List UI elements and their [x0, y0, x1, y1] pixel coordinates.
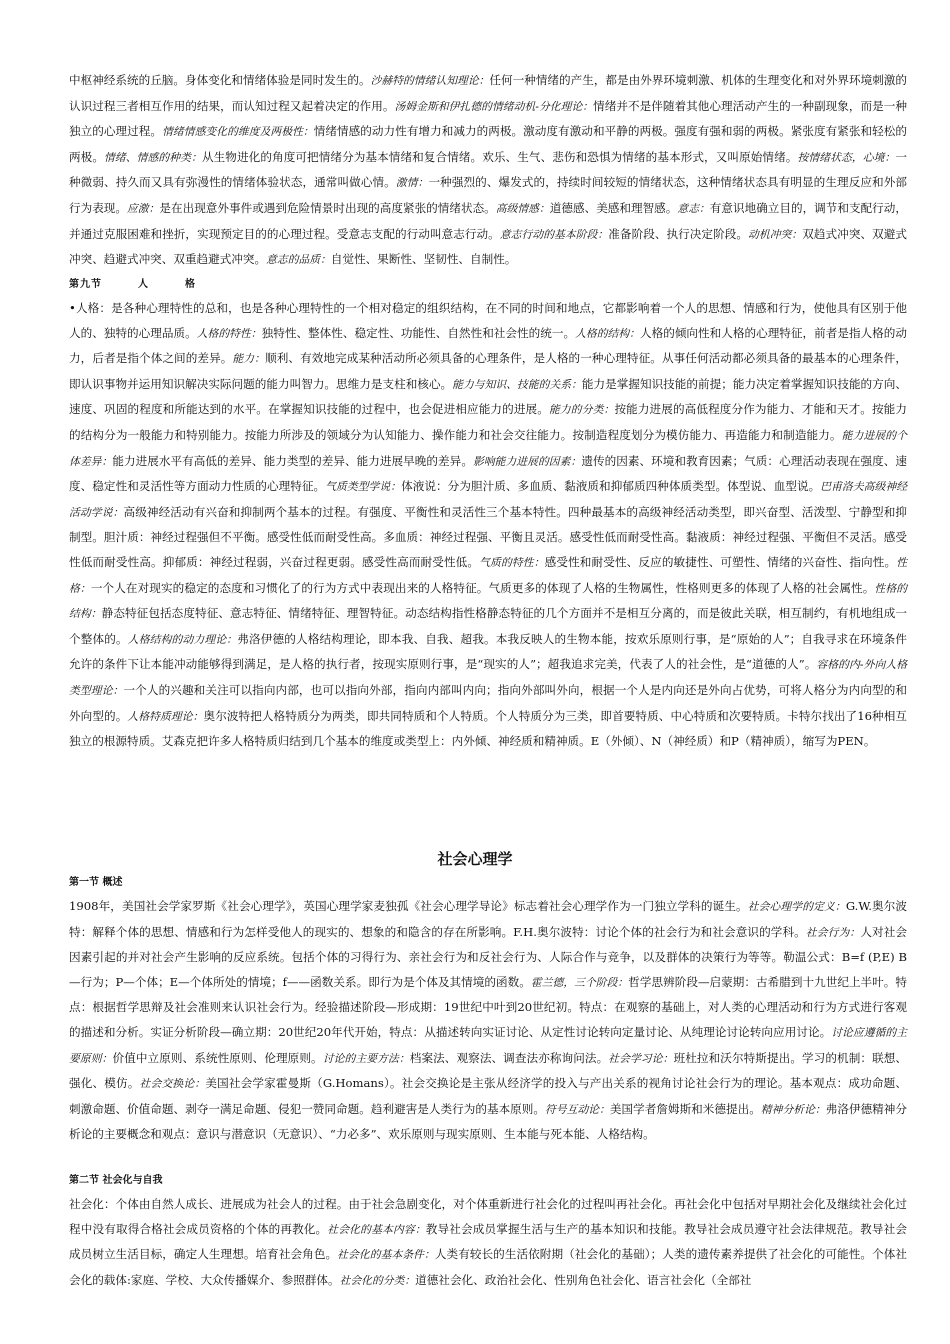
text-run: 按能力进展的高低程度分作为能力、才能和天才。按能力的结构分为一般能力和特别能力。按能力所涉及的领域分为认知能力、操作能力和社会交往能力。按制造程度划分为模仿能力、再造能力和制造能力。 [69, 402, 907, 442]
text-run: 双趋式冲突、双避式冲突、趋避式冲突、双重趋避式冲突。 [69, 226, 907, 267]
key-term: 人格结构的动力理论： [127, 632, 238, 646]
text-run: 高级神经活动有兴奋和抑制两个基本的过程。有强度、平衡性和灵活性三个基本特性。四种最基本的高级神经活动类型，即兴奋型、活泼型、宁静型和抑制型。胆汁质：神经过程强但不平衡。感受性低而耐受性高。多血质：神经过程强、平衡且灵活。感受性低而耐受性高。黏液质：神经过程强、平衡但不灵活。感受性低而耐受性高。抑郁质：神经过程弱，兴奋过程更弱。感受性高而耐受性低。 [69, 504, 907, 569]
text-run: 教导社会成员掌握生活与生产的基本知识和技能。教导社会成员遵守社会法律规范。教导社会成员树立生活目标，确定人生理想。培育社会角色。 [69, 1221, 907, 1262]
text-run: 人格的倾向性和人格的心理特征，前者是指人格的动力，后者是指个体之间的差异。 [69, 325, 908, 366]
key-term: 能力： [232, 352, 266, 366]
text-run: 自觉性、果断性、坚韧性、自制性。 [330, 252, 517, 267]
key-term: 气质类型学说： [325, 480, 402, 494]
key-term: 应激： [127, 201, 160, 215]
text-run: 档案法、观察法、调查法亦称询问法。 [409, 1050, 609, 1065]
text-run: 遗传的因素、环境和教育因素；气质：心理活动表现在强度、速度、稳定性和灵活性等方面动力性质的心理特征。 [69, 453, 907, 494]
text-run: 从生物进化的角度可把情绪分为基本情绪和复合情绪。欢乐、生气、悲伤和恐惧为情绪的基本形式，又叫原始情绪。 [201, 149, 798, 164]
text-run: 哲学思辨阶段—启蒙期：古希腊到十九世纪上半叶。特点：根据哲学思辩及社会准则来认识社会行为。经验描述阶段—形成期：19世纪中叶到20世纪初。特点：在观察的基础上，对人类的心理活动和行为方式进行客观的描述和分析。实证分析阶段—确立期：20世纪20年代开始，特点：从描述转向实证讨论、从定性讨论转向定量讨论、从纯理论讨论转向应用讨论。 [69, 974, 908, 1039]
text-run: 一种微弱、持久而又具有弥漫性的情绪体验状态，通常叫做心情。 [69, 149, 907, 190]
text-run: 价值中立原则、系统性原则、伦理原则。 [112, 1050, 323, 1065]
text-run: 弗洛伊德的人格结构理论，即本我、自我、超我。本我反映人的生物本能，按欢乐原则行事，是“原始的人”；自我寻求在环境条件允许的条件下让本能冲动能够得到满足，是人格的执行者，按现实原则行事，是“现实的人”；超我追求完美，代表了人的社会性，是“道德的人”。 [69, 631, 908, 672]
key-term: 按情绪状态，心境： [797, 150, 896, 164]
text-run: •人格：是各种心理特性的总和，也是各种心理特性的一个相对稳定的组织结构，在不同的时间和地点，它都影响着一个人的思想、情感和行为，使他具有区别于他人的、独特的心理品质。 [69, 301, 907, 340]
paragraph-socialization [69, 1192, 907, 1293]
text-run: 独特性、整体性、稳定性、功能性、自然性和社会性的统一。 [261, 325, 576, 340]
key-term: 社会行为： [805, 925, 861, 939]
key-term: 社会学习论： [608, 1051, 674, 1065]
key-term: 巴甫洛夫高级神经活动学说： [69, 480, 908, 519]
key-term: 性格： [69, 555, 907, 595]
section-title-char: 格 [185, 279, 196, 290]
section-heading-socialization: 第二节 社会化与自我 [69, 1175, 163, 1186]
text-run: 美国学者詹姆斯和米德提出。 [609, 1101, 761, 1116]
text-run: 弗洛伊德精神分析论的主要概念和观点：意识与潜意识（无意识）、“力必多”、欢乐原则与现实原则、生本能与死本能、人格结构。 [69, 1101, 907, 1142]
key-term: 社会化的基本内容： [327, 1222, 426, 1236]
key-term: 意志行动的基本阶段： [499, 227, 609, 241]
key-term: 意志： [677, 201, 710, 215]
text-run: 中枢神经系统的丘脑。身体变化和情绪体验是同时发生的。 [69, 73, 371, 87]
chapter-title: 社会心理学 [437, 850, 513, 868]
key-term: 人格的结构： [575, 326, 640, 340]
text-run: 人类有较长的生活依附期（社会化的基础）；人类的遗传素养提供了社会化的可能性。个体社会化的载体:家庭、学校、大众传播媒介、参照群体。 [69, 1247, 907, 1287]
key-term: 能力与知识、技能的关系： [452, 377, 582, 391]
key-term: 能力的分类： [548, 403, 615, 417]
text-run: 奥尔波特把人格特质分为两类，即共同特质和个人特质。个人特质分为三类，即首要特质、中心特质和次要特质。卡特尔找出了16种相互独立的根源特质。艾森克把许多人格特质归结到几个基本的维度或类型上：内外倾、神经质和精神质。E（外倾）、N（神经质）和P（精神质），缩写为PEN。 [69, 708, 907, 749]
text-run: 美国社会学家霍曼斯（G.Homans）。社会交换论是主张从经济学的投入与产出关系的视角讨论社会行为的理论。基本观点：成功命题、刺激命题、价值命题、剥夺一满足命题、侵犯一赞同命题。趋利避害是人类行为的基本原则。 [69, 1076, 908, 1116]
key-term: 社会化的基本条件： [337, 1248, 435, 1262]
paragraph-emotion-will [69, 68, 907, 273]
text-run: 能力进展水平有高低的差异、能力类型的差异、能力进展早晚的差异。 [112, 453, 473, 468]
key-term: 汤姆金斯和伊扎德的情绪动机-分化理论： [394, 99, 594, 113]
text-run: 一个人的兴趣和关注可以指向内部，也可以指向外部，指向内部叫内向；指向外部叫外向，根据一个人是内向还是外向占优势，可将人格分为内向型的和外向型的。 [69, 682, 907, 723]
key-term: 讨论应遵循的主要原则： [69, 1025, 908, 1065]
text-run: 体液说：分为胆汁质、多血质、黏液质和抑郁质四种体质类型。体型说、血型说。 [401, 479, 821, 494]
text-run: 准备阶段、执行决定阶段。 [608, 226, 749, 241]
text-run: 1908年，美国社会学家罗斯《社会心理学》，英国心理学家麦独孤《社会心理学导论》标志着社会心理学作为一门独立学科的诞生。 [69, 899, 748, 913]
text-run: 一个人在对现实的稳定的态度和习惯化了的行为方式中表现出来的人格特征。气质更多的体现了人格的生物属性，性格则更多的体现了人格的社会属性。 [90, 580, 875, 595]
key-term: 影响能力进展的因素： [472, 454, 582, 468]
text-run: 有意识地确立目的，调节和支配行动，并通过克服困难和挫折，实现预定目的的心理过程。受意志支配的行动叫意志行动。 [69, 200, 907, 241]
key-term: 社会心理学的定义： [747, 900, 846, 913]
key-term: 情绪、情感的种类： [104, 150, 202, 164]
paragraph-social-psychology-overview [69, 894, 907, 1147]
key-term: 社会化的分类： [339, 1273, 416, 1287]
key-term: 符号互动论： [545, 1102, 610, 1116]
key-term: 动机冲突： [748, 227, 803, 241]
section-heading-overview: 第一节 概述 [69, 877, 123, 888]
text-run: G.W.奥尔波特：解释个体的思想、情感和行为怎样受他人的现实的、想象的和隐含的存在所影响。F.H.奥尔波特：讨论个体的社会行为和社会意识的学科。 [69, 899, 908, 939]
key-term: 社会交换论： [139, 1077, 206, 1091]
key-term: 精神分析论： [760, 1102, 826, 1116]
section-number: 第九节 [69, 279, 102, 290]
key-term: 激情： [395, 176, 429, 190]
key-term: 人格特质理论： [127, 709, 204, 723]
key-term: 人格的特性： [196, 326, 262, 340]
key-term: 容格的内-外向人格类型理论： [69, 658, 907, 697]
text-run: 顺利、有效地完成某种活动所必须具备的心理条件，是人格的一种心理特征。从事任何活动都必须具备的最基本的心理条件，即认识事物并运用知识解决实际问题的能力叫智力。思维力是支柱和核心。 [69, 351, 907, 391]
text-run: 感受性和耐受性、反应的敏捷性、可塑性、情绪的兴奋性、指向性。 [544, 554, 897, 569]
text-run: 是在出现意外事件或遇到危险情景时出现的高度紧张的情绪状态。 [159, 200, 496, 215]
key-term: 高级情感： [495, 201, 550, 215]
key-term: 意志的品质： [266, 253, 331, 267]
key-term: 性格的结构： [69, 581, 908, 621]
text-run: 道德感、美感和理智感。 [549, 200, 678, 215]
text-run: 能力是掌握知识技能的前提；能力决定着掌握知识技能的方向、速度、巩固的程度和所能达到的水平。在掌握知识技能的过程中，也会促进相应能力的进展。 [69, 376, 907, 417]
key-term: 情绪情感变化的维度及两极性： [162, 125, 314, 139]
key-term: 霍兰德，三个阶段： [530, 975, 629, 989]
text-run: 情绪情感的动力性有增力和减力的两极。激动度有激动和平静的两极。强度有强和弱的两极。紧张度有紧张和轻松的两极。 [69, 124, 907, 164]
text-run: 社会化：个体由自然人成长、进展成为社会人的过程。由于社会急剧变化，对个体重新进行社会化的过程叫再社会化。再社会化中包括对早期社会化及继续社会化过程中没有取得合格社会成员资格的个体的再教化。 [69, 1197, 907, 1236]
key-term: 沙赫特的情绪认知理论： [370, 74, 490, 87]
text-run: 一种强烈的、爆发式的，持续时间较短的情绪状态，这种情绪状态具有明显的生理反应和外部行为表现。 [69, 175, 907, 215]
section-title-char: 人 [138, 279, 149, 290]
key-term: 讨论的主要方法： [322, 1051, 410, 1065]
text-run: 情绪并不是伴随着其他心理活动产生的一种副现象，而是一种独立的心理过程。 [69, 98, 907, 139]
text-run: 静态特征包括态度特征、意志特征、情绪特征、理智特征。动态结构指性格静态特征的几个方面并不是相互分离的，而是彼此关联，相互制约，有机地组成一个整体的。 [69, 606, 908, 646]
key-term: 气质的特性： [479, 555, 545, 569]
text-run: 人对社会因素引起的并对社会产生影响的反应系统。包括个体的习得行为、亲社会行为和反社会行为、人际合作与竞争，以及群体的决策行为等等。勒温公式：B=f (P,E) B—行为；P—个体；E—个体所处的情境；f——函数关系。即行为是个体及其情境的函数。 [69, 924, 907, 989]
key-term: 能力进展的个体差异： [69, 428, 908, 468]
text-run: 任何一种情绪的产生，都是由外界环境刺激、机体的生理变化和对外界环境刺激的认识过程三者相互作用的结果，而认知过程又起着决定的作用。 [69, 73, 907, 113]
paragraph-personality [69, 296, 907, 754]
text-run: 道德社会化、政治社会化、性别角色社会化、语言社会化（全部社 [415, 1272, 752, 1287]
text-run: 班杜拉和沃尔特斯提出。学习的机制：联想、强化、模仿。 [69, 1050, 908, 1091]
section-heading-personality [69, 278, 196, 292]
